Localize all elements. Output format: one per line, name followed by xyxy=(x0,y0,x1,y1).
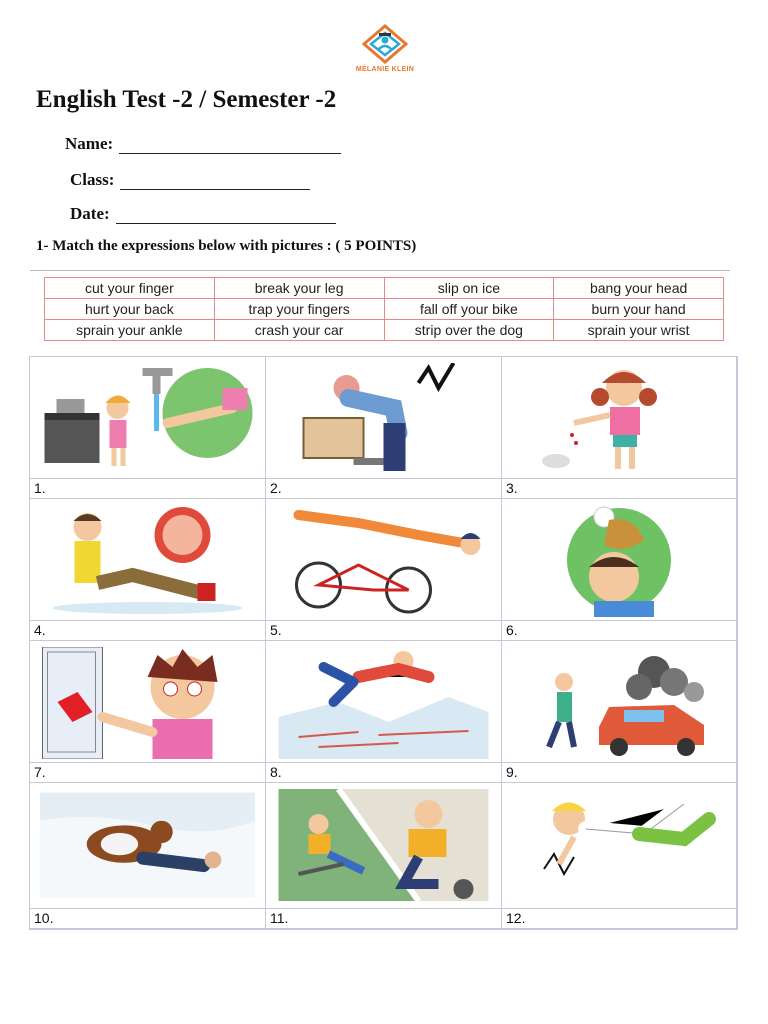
expressions-row xyxy=(45,278,724,299)
date-blank-line[interactable] xyxy=(116,207,336,224)
expression-cell: fall off your bike xyxy=(384,299,554,320)
picture-cell xyxy=(30,783,266,929)
picture-number: 9. xyxy=(506,764,518,780)
class-field xyxy=(70,170,310,190)
picture-number: 2. xyxy=(270,480,282,496)
picture-number: 6. xyxy=(506,622,518,638)
answer-number-bar[interactable] xyxy=(266,478,501,498)
expression-cell: sprain your ankle xyxy=(45,320,215,341)
expression-cell: strip over the dog xyxy=(384,320,554,341)
answer-number-bar[interactable] xyxy=(30,478,265,498)
class-label: Class: xyxy=(70,170,115,189)
expression-cell: bang your head xyxy=(554,278,724,299)
logo-text: MÉLANIE KLEIN xyxy=(355,66,415,73)
class-blank-line[interactable] xyxy=(120,173,310,190)
girl-cut-finger-icon xyxy=(512,363,726,475)
name-label: Name: xyxy=(65,134,114,153)
expression-cell: crash your car xyxy=(214,320,384,341)
picture-number: 12. xyxy=(506,910,526,926)
table-top-divider xyxy=(30,270,730,271)
picture-number: 4. xyxy=(34,622,46,638)
expression-cell: break your leg xyxy=(214,278,384,299)
crashed-smoking-car-icon xyxy=(512,647,726,759)
expressions-row xyxy=(45,320,724,341)
answer-number-bar[interactable] xyxy=(266,620,501,640)
boy-falling-with-scooter-icon xyxy=(276,789,491,901)
picture-cell xyxy=(502,499,737,641)
picture-cell xyxy=(266,499,502,641)
answer-number-bar[interactable] xyxy=(502,620,736,640)
answer-number-bar[interactable] xyxy=(266,762,501,782)
expression-cell: sprain your wrist xyxy=(554,320,724,341)
expression-cell: hurt your back xyxy=(45,299,215,320)
picture-cell xyxy=(502,641,737,783)
fingers-trapped-in-door-icon xyxy=(40,647,255,759)
date-field xyxy=(70,204,336,224)
expression-cell: slip on ice xyxy=(384,278,554,299)
expression-cell: trap your fingers xyxy=(214,299,384,320)
logo-emblem-icon xyxy=(362,24,408,64)
answer-number-bar[interactable] xyxy=(502,762,736,782)
man-falling-off-bike-icon xyxy=(276,505,491,617)
man-slipping-on-ice-icon xyxy=(276,647,491,759)
answer-number-bar[interactable] xyxy=(30,908,265,928)
page-title: English Test -2 / Semester -2 xyxy=(36,86,337,113)
picture-cell xyxy=(30,357,266,499)
person-tripping-over-dog-in-snow-icon xyxy=(40,789,255,901)
picture-number: 11. xyxy=(270,910,289,926)
expression-cell: burn your hand xyxy=(554,299,724,320)
answer-number-bar[interactable] xyxy=(502,478,736,498)
picture-number: 5. xyxy=(270,622,282,638)
picture-cell xyxy=(266,641,502,783)
name-field xyxy=(65,134,341,154)
man-sprained-ankle-icon xyxy=(40,505,255,617)
picture-number: 7. xyxy=(34,764,46,780)
answer-number-bar[interactable] xyxy=(502,908,736,928)
expressions-table xyxy=(44,277,724,341)
picture-number: 8. xyxy=(270,764,282,780)
picture-cell xyxy=(502,783,737,929)
picture-cell xyxy=(30,641,266,783)
answer-number-bar[interactable] xyxy=(30,762,265,782)
picture-cell xyxy=(266,783,502,929)
school-logo xyxy=(355,24,415,80)
date-label: Date: xyxy=(70,204,110,223)
picture-cell xyxy=(266,357,502,499)
picture-cell xyxy=(30,499,266,641)
expressions-row xyxy=(45,299,724,320)
picture-number: 1. xyxy=(34,480,46,496)
girl-falling-on-wrist-icon xyxy=(512,789,726,901)
exercise-instruction: 1- Match the expressions below with pictures : ( 5 POINTS) xyxy=(36,238,417,254)
answer-number-bar[interactable] xyxy=(30,620,265,640)
girl-burned-hand-at-stove-icon xyxy=(40,363,255,475)
flowerpot-hitting-head-icon xyxy=(512,505,726,617)
expression-cell: cut your finger xyxy=(45,278,215,299)
picture-cell xyxy=(502,357,737,499)
picture-grid xyxy=(29,356,738,930)
man-lifting-box-back-pain-icon xyxy=(276,363,491,475)
answer-number-bar[interactable] xyxy=(266,908,501,928)
picture-number: 3. xyxy=(506,480,518,496)
picture-number: 10. xyxy=(34,910,54,926)
name-blank-line[interactable] xyxy=(119,137,341,154)
